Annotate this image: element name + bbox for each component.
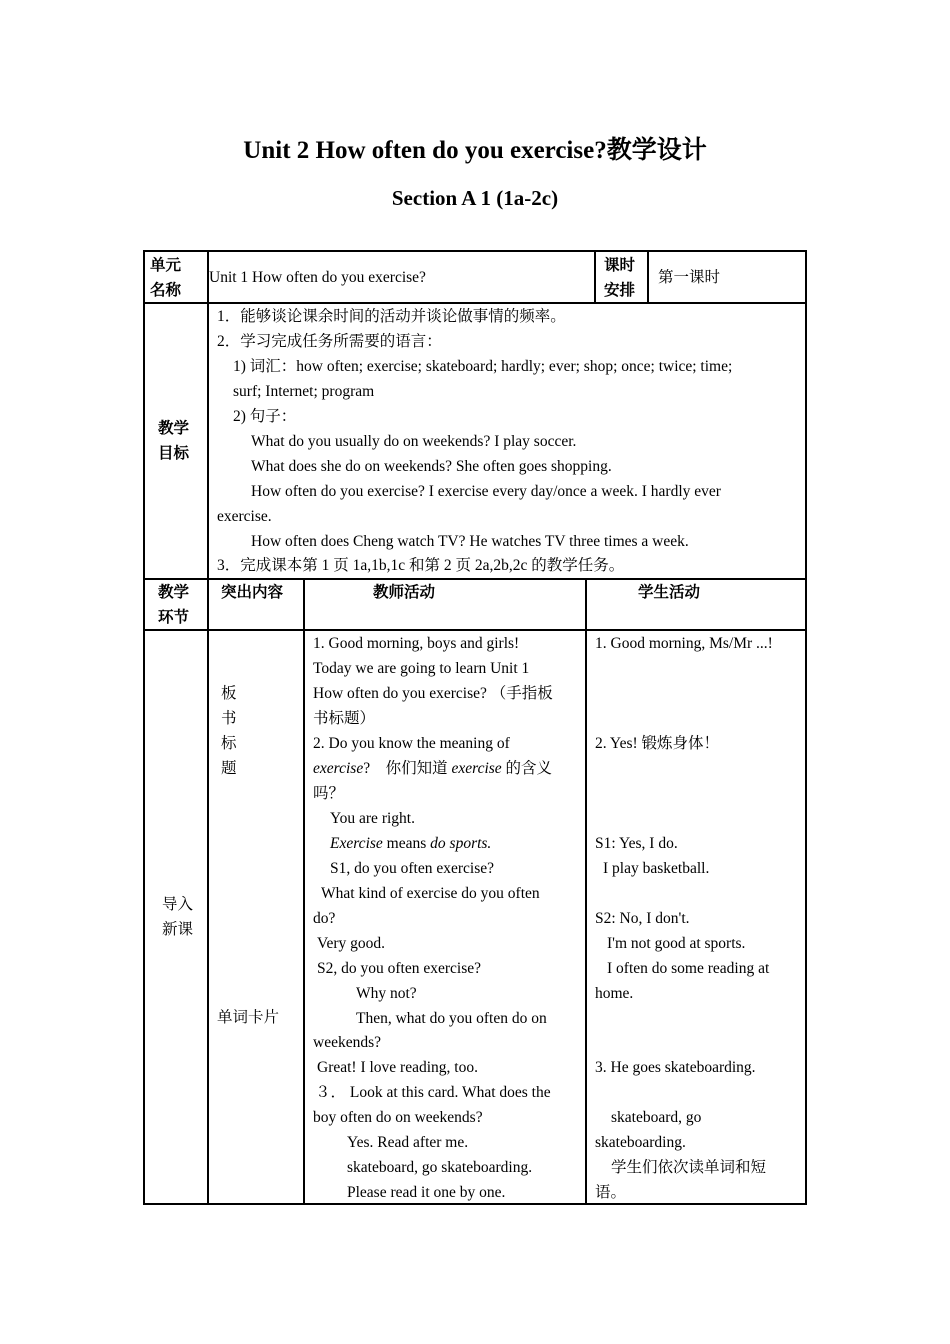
- period-label: 课时 安排: [604, 257, 636, 299]
- teacher-line: 吗？: [313, 785, 345, 802]
- table-border-top: [143, 250, 807, 252]
- student-line: 1. Good morning, Ms/Mr ...!: [595, 635, 773, 652]
- teacher-line: 2. Do you know the meaning of: [313, 735, 510, 752]
- emphasized-word: Exercise: [330, 835, 383, 852]
- stage-column-header: 教学 环节: [158, 584, 190, 626]
- objective-line: 3．完成课本第 1 页 1a,1b,1c 和第 2 页 2a,2b,2c 的教学任务。: [217, 557, 625, 574]
- objective-line: 2．学习完成任务所需要的语言：: [217, 333, 442, 350]
- stage-name: 导入 新课: [162, 896, 194, 938]
- table-border-right: [805, 250, 807, 1205]
- objective-line: How often does Cheng watch TV? He watches TV three times a week.: [251, 533, 689, 550]
- student-line: 学生们依次读单词和短: [611, 1159, 767, 1176]
- text-run: means: [382, 835, 431, 852]
- objective-line: surf; Internet; program: [233, 383, 375, 400]
- column-divider: [585, 578, 587, 1205]
- student-line: skateboarding.: [595, 1134, 686, 1151]
- objective-line: 1．能够谈论课余时间的活动并谈论做事情的频率。: [217, 308, 566, 325]
- teacher-line: Why not?: [356, 985, 417, 1002]
- unit-name-value: Unit 1 How often do you exercise?: [209, 269, 426, 286]
- teacher-line: S2, do you often exercise?: [317, 960, 481, 977]
- objective-line: 2) 句子：: [233, 408, 297, 425]
- student-line: I play basketball.: [603, 860, 710, 877]
- column-divider: [647, 250, 649, 303]
- student-line: 2. Yes! 锻炼身体！: [595, 735, 720, 752]
- objective-line: What does she do on weekends? She often goes shopping.: [251, 458, 612, 475]
- teacher-line: [313, 756, 552, 781]
- unit-name-label: 单元 名称: [150, 257, 182, 299]
- objective-line: 1) 词汇：how often; exercise; skateboard; hardly; ever; shop; once; twice; time;: [233, 358, 733, 375]
- teacher-line: What kind of exercise do you often: [321, 885, 540, 902]
- objective-line: exercise.: [217, 508, 272, 525]
- student-line: skateboard, go: [611, 1109, 702, 1126]
- objective-line: What do you usually do on weekends? I play soccer.: [251, 433, 577, 450]
- teacher-line: skateboard, go skateboarding.: [347, 1159, 533, 1176]
- focus-word-cards: 单词卡片: [217, 1009, 280, 1026]
- teacher-line: Today we are going to learn Unit 1: [313, 660, 530, 677]
- teacher-line: 1. Good morning, boys and girls!: [313, 635, 520, 652]
- document-title: Unit 2 How often do you exercise?教学设计: [243, 137, 707, 164]
- section-subtitle: Section A 1 (1a-2c): [391, 186, 559, 210]
- student-line: I'm not good at sports.: [607, 935, 746, 952]
- focus-board-title: 板 书 标 题: [221, 685, 237, 777]
- teacher-line: Yes. Read after me.: [347, 1134, 469, 1151]
- student-line: home.: [595, 985, 634, 1002]
- teacher-line: [330, 831, 491, 856]
- teacher-line: Then, what do you often do on: [356, 1010, 547, 1027]
- teacher-line: weekends?: [313, 1034, 381, 1051]
- column-divider: [594, 250, 596, 303]
- teacher-column-header: 教师活动: [373, 584, 436, 601]
- student-line: 3. He goes skateboarding.: [595, 1059, 756, 1076]
- teacher-line: ３． Look at this card. What does the: [315, 1084, 551, 1101]
- teacher-line: do?: [313, 910, 336, 927]
- teacher-line: How often do you exercise? （手指板: [313, 685, 553, 702]
- teacher-line: You are right.: [330, 810, 415, 827]
- student-line: S2: No, I don't.: [595, 910, 690, 927]
- emphasized-word: exercise: [313, 760, 364, 777]
- text-run: ? 你们知道: [363, 760, 452, 777]
- column-divider: [303, 578, 305, 1205]
- student-column-header: 学生活动: [638, 584, 701, 601]
- emphasized-word: do sports.: [430, 835, 492, 852]
- student-line: I often do some reading at: [607, 960, 770, 977]
- student-line: S1: Yes, I do.: [595, 835, 678, 852]
- emphasized-word: exercise: [451, 760, 502, 777]
- teacher-line: boy often do on weekends?: [313, 1109, 483, 1126]
- teacher-line: 书标题）: [313, 710, 376, 727]
- teacher-line: Very good.: [317, 935, 386, 952]
- teacher-line: Please read it one by one.: [347, 1184, 506, 1201]
- objective-line: How often do you exercise? I exercise every day/once a week. I hardly ever: [251, 483, 721, 500]
- period-value: 第一课时: [658, 269, 721, 286]
- focus-column-header: 突出内容: [221, 584, 284, 601]
- column-divider: [207, 250, 209, 1205]
- teacher-line: S1, do you often exercise?: [330, 860, 494, 877]
- text-run: 的含义: [501, 760, 553, 777]
- objectives-label: 教学 目标: [158, 420, 190, 462]
- table-border-left: [143, 250, 145, 1205]
- student-line: 语。: [595, 1184, 627, 1201]
- teacher-line: Great! I love reading, too.: [317, 1059, 478, 1076]
